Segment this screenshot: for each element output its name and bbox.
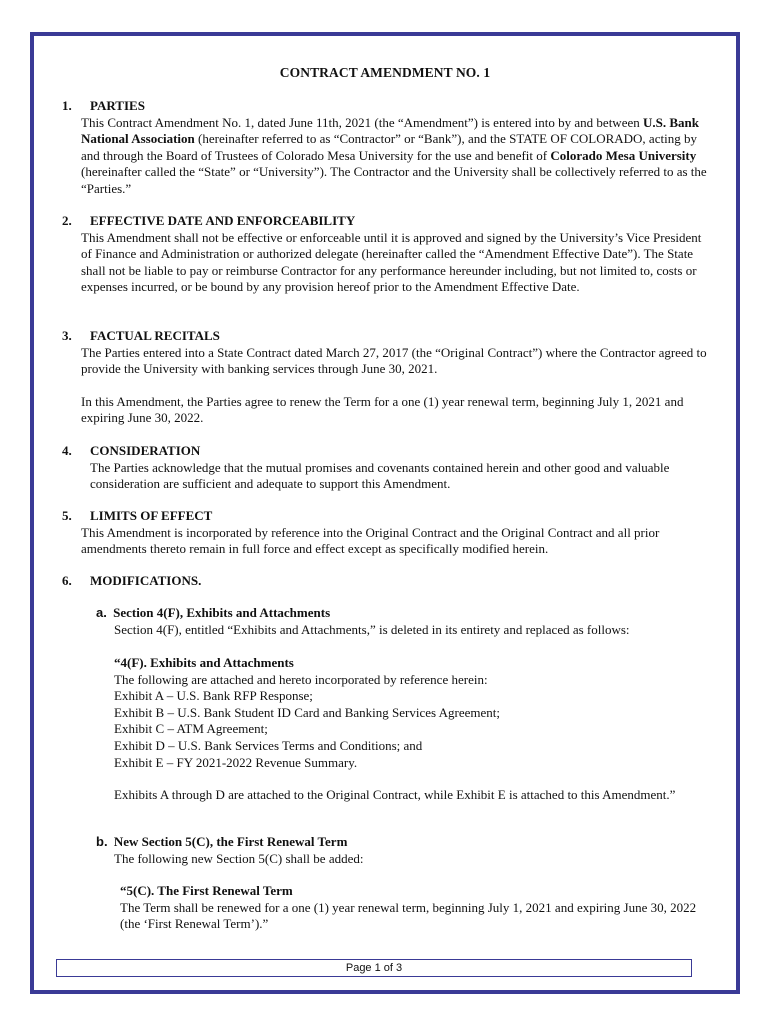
section-factual-recitals: [62, 328, 712, 427]
subsection-heading: [96, 834, 716, 851]
party-name-university: Colorado Mesa University: [550, 147, 697, 163]
page-number: Page 1 of 3: [345, 962, 403, 974]
page-footer: [56, 959, 692, 977]
quoted-body: The Term shall be renewed for a one (1) year renewal term, beginning July 1, 2021 and expiring June 30, 2022 (the ‘First Renewal Term’).”: [120, 899, 697, 932]
section-title: CONSIDERATION: [90, 443, 201, 458]
party-name-bank: U.S. Bank National Association: [81, 114, 699, 147]
exhibit-item: Exhibit D – U.S. Bank Services Terms and Conditions; and: [114, 737, 423, 753]
section-body: This Amendment shall not be effective or enforceable until it is approved and signed by the University’s Vice President of Finance and Administration or authorized delegate (hereinafter called the “Amendment Effective Date”). The State shall not be liable to pay or reimburse Contractor for any performance hereunder including, but not limited to, costs or expenses incurred, or be bound by any provision hereof prior to the Amendment Effective Date.: [81, 229, 702, 295]
quoted-title: “5(C). The First Renewal Term: [120, 883, 293, 898]
body-text: This Contract Amendment No. 1, dated June 11th, 2021 (the “Amendment”) is entered into by and between: [81, 114, 643, 130]
subsection-body: Section 4(F), entitled “Exhibits and Attachments,” is deleted in its entirety and replaced as follows:: [114, 621, 630, 637]
exhibit-item: Exhibit C – ATM Agreement;: [114, 721, 268, 737]
quoted-section-4f: [114, 655, 714, 804]
modification-b: [96, 834, 716, 867]
section-heading: [62, 213, 712, 230]
section-body: The Parties entered into a State Contract dated March 27, 2017 (the “Original Contract”) where the Contractor agreed to provide the University with banking services through June 30, 2021.: [81, 344, 707, 377]
section-parties: [62, 98, 712, 198]
section-number: 2.: [62, 213, 72, 228]
section-title: FACTUAL RECITALS: [90, 328, 220, 343]
quoted-closing: Exhibits A through D are attached to the Original Contract, while Exhibit E is attached to this Amendment.”: [114, 787, 676, 803]
section-title: LIMITS OF EFFECT: [90, 508, 213, 523]
section-number: 3.: [62, 328, 72, 343]
body-text: (hereinafter referred to as “Contractor” or “Bank”), and the STATE OF COLORADO, acting by and through the Board of Trustees of Colorado Mesa University for the use and benefit of: [81, 131, 697, 163]
exhibit-item: Exhibit A – U.S. Bank RFP Response;: [114, 688, 313, 704]
subsection-letter: a.: [96, 605, 107, 620]
body-text: (hereinafter called the “State” or “University”). The Contractor and the University shall be collectively referred to as the “Parties.”: [81, 164, 707, 196]
document-title: CONTRACT AMENDMENT NO. 1: [279, 65, 491, 80]
subsection-body: The following new Section 5(C) shall be added:: [114, 850, 364, 866]
section-modifications: [62, 573, 712, 590]
section-heading: [62, 98, 712, 115]
section-heading: [62, 443, 712, 460]
exhibit-item: Exhibit B – U.S. Bank Student ID Card and Banking Services Agreement;: [114, 704, 500, 720]
section-title: EFFECTIVE DATE AND ENFORCEABILITY: [90, 213, 356, 228]
section-number: 1.: [62, 98, 72, 113]
section-body: The Parties acknowledge that the mutual promises and covenants contained herein and other good and valuable consideration are sufficient and adequate to support this Amendment.: [90, 459, 670, 492]
section-number: 4.: [62, 443, 72, 458]
quoted-intro: The following are attached and hereto incorporated by reference herein:: [114, 671, 488, 687]
section-body: This Amendment is incorporated by reference into the Original Contract and the Original Contract and all prior amendments thereto remain in full force and effect except as specifically modified herein.: [81, 524, 660, 557]
modification-a: [96, 605, 716, 638]
quoted-section-5c: [120, 883, 710, 933]
quoted-title: “4(F). Exhibits and Attachments: [114, 655, 294, 670]
section-body-2: In this Amendment, the Parties agree to renew the Term for a one (1) year renewal term, beginning July 1, 2021 and expiring June 30, 2022.: [81, 393, 684, 426]
section-number: 6.: [62, 573, 72, 588]
subsection-letter: b.: [96, 834, 108, 849]
section-heading: [62, 508, 712, 525]
subsection-title: Section 4(F), Exhibits and Attachments: [113, 605, 331, 620]
subsection-title: New Section 5(C), the First Renewal Term: [113, 834, 348, 849]
section-number: 5.: [62, 508, 72, 523]
exhibit-item: Exhibit E – FY 2021-2022 Revenue Summary.: [114, 754, 358, 770]
section-title: PARTIES: [90, 98, 145, 113]
section-effective-date: [62, 213, 712, 296]
section-consideration: [62, 443, 712, 493]
subsection-heading: [96, 605, 716, 622]
section-title: MODIFICATIONS.: [90, 573, 202, 588]
section-heading: [62, 328, 712, 345]
section-body: [62, 115, 712, 198]
section-limits-of-effect: [62, 508, 712, 558]
section-heading: [62, 573, 712, 590]
